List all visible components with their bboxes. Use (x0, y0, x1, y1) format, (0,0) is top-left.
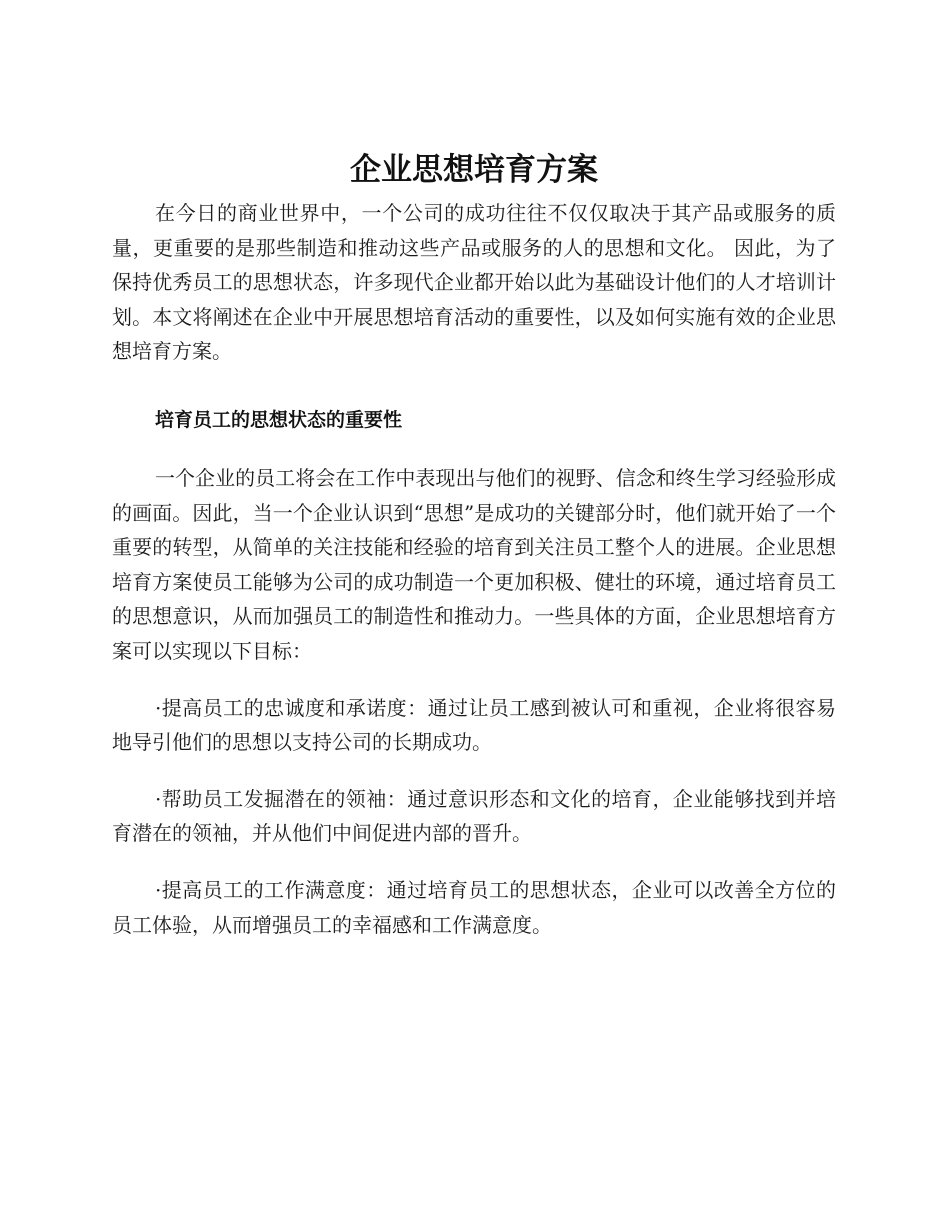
section-body-paragraph: 一个企业的员工将会在工作中表现出与他们的视野、信念和终生学习经验形成的画面。因此，当一个企业认识到“思想”是成功的关键部分时，他们就开始了一个重要的转型，从简单的关注技能和经验的培育到关注员工整个人的进展。企业思想培育方案使员工能够为公司的成功制造一个更加积极、健壮的环境，通过培育员工的思想意识，从而加强员工的制造性和推动力。一些具体的方面，企业思想培育方案可以实现以下目标： (112, 465, 836, 663)
intro-paragraph: 在今日的商业世界中，一个公司的成功往往不仅仅取决于其产品或服务的质量，更重要的是那些制造和推动这些产品或服务的人的思想和文化。 因此，为了保持优秀员工的思想状态，许多现代企业都开始以此为基础设计他们的人才培训计划。本文将阐述在企业中开展思想培育活动的重要性，以及如何实施有效的企业思想培育方案。 (112, 201, 836, 364)
bullet-item-satisfaction: ·提高员工的工作满意度：通过培育员工的思想状态，企业可以改善全方位的员工体验，从而增强员工的幸福感和工作满意度。 (112, 877, 836, 937)
section-heading: 培育员工的思想状态的重要性 (155, 408, 403, 431)
document-title: 企业思想培育方案 (350, 152, 598, 188)
bullet-item-loyalty: ·提高员工的忠诚度和承诺度：通过让员工感到被认可和重视，企业将很容易地导引他们的思想以支持公司的长期成功。 (112, 695, 836, 755)
document-page (112, 148, 836, 942)
bullet-item-leaders: ·帮助员工发掘潜在的领袖：通过意识形态和文化的培育，企业能够找到并培育潜在的领袖，并从他们中间促进内部的晋升。 (112, 786, 836, 846)
